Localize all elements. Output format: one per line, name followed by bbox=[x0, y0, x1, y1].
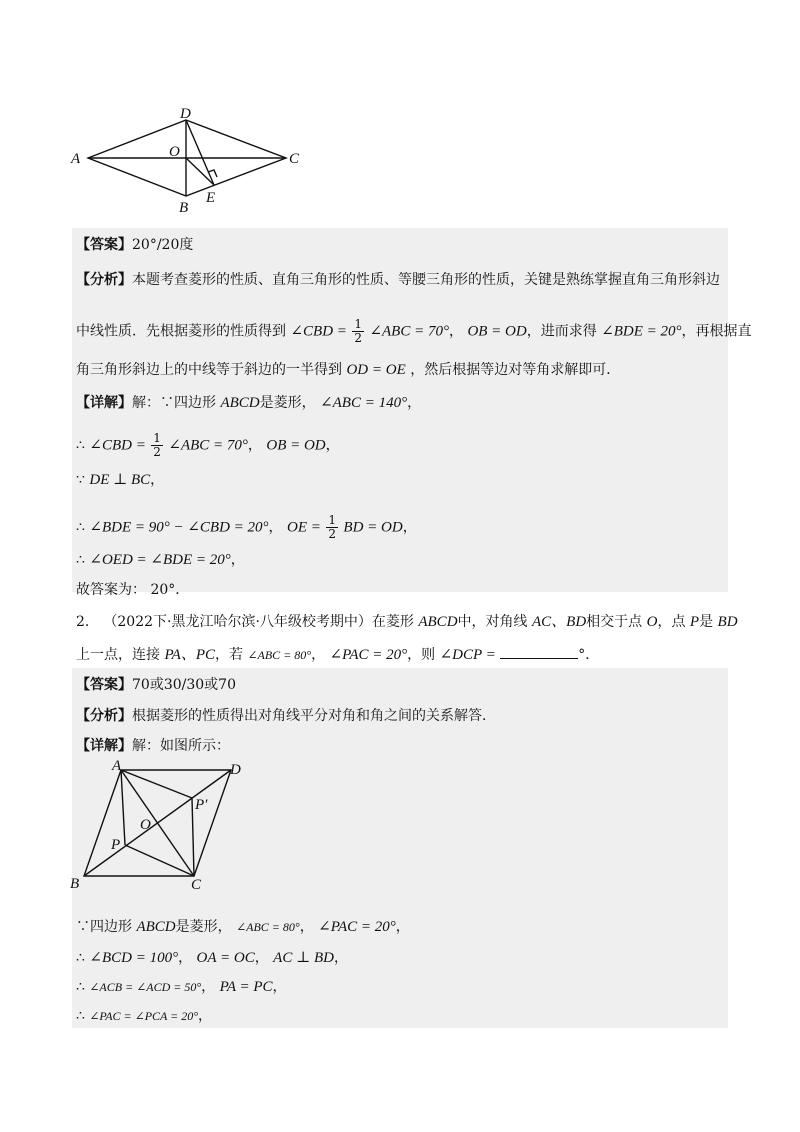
label-a-2: A bbox=[112, 758, 122, 774]
label-p: P bbox=[111, 837, 121, 853]
analysis-1-line3: 角三角形斜边上的中线等于斜边的一半得到 OD = OE ，然后根据等边对等角求解即可． bbox=[76, 362, 621, 378]
question-2-line2: 上一点，连接 PA、PC，若 ∠ABC = 80°， ∠PAC = 20°，则 ∠DCP = °． bbox=[76, 647, 600, 663]
label-c-2: C bbox=[191, 877, 202, 893]
detail-2-line3: ∴ ∠ACB = ∠ACD = 50°， PA = PC， bbox=[76, 979, 287, 995]
question-2-line1: 2． （2022下·黑龙江哈尔滨·八年级校考期中）在菱形 ABCD中，对角线 AC、BD相交于点 O，点 P是 BD bbox=[76, 614, 738, 630]
label-o-2: O bbox=[140, 817, 151, 833]
detail-1-line2: ∴ ∠CBD = $\frac{1}{2}$ ∠ABC = 70°， OB = OD， bbox=[76, 431, 340, 459]
label-p-prime: P′ bbox=[195, 797, 208, 813]
detail-1-line1: 【详解】解：∵四边形 ABCD是菱形， ∠ABC = 140°， bbox=[76, 395, 422, 411]
label-e: E bbox=[206, 190, 216, 206]
segment-pa bbox=[121, 770, 125, 845]
label-a: A bbox=[71, 151, 81, 167]
rhombus-figure-1 bbox=[66, 100, 326, 220]
label-b: B bbox=[179, 200, 189, 216]
label-d-2: D bbox=[230, 762, 241, 778]
segment-p2c bbox=[192, 798, 194, 876]
detail-2-line1: ∵四边形 ABCD是菱形， ∠ABC = 80°， ∠PAC = 20°， bbox=[76, 919, 410, 935]
detail-1-line3: ∵ DE ⊥ BC， bbox=[76, 472, 165, 488]
final-answer-1: 故答案为： 20°． bbox=[76, 582, 190, 598]
detail-1-line4: ∴ ∠BDE = 90° − ∠CBD = 20°， OE = $\frac{1}{2}$ BD = OD， bbox=[76, 513, 417, 541]
detail-2-line2: ∴ ∠BCD = 100°， OA = OC， AC ⊥ BD， bbox=[76, 950, 348, 966]
detail-2-intro: 【详解】解：如图所示： bbox=[76, 738, 230, 754]
rhombus-figure-2 bbox=[66, 756, 266, 896]
label-c: C bbox=[289, 151, 300, 167]
fraction-half: $\frac{1}{2}$ bbox=[328, 513, 336, 541]
segment-p2a bbox=[121, 770, 192, 798]
analysis-1-line1: 【分析】本题考查菱形的性质、直角三角形的性质、等腰三角形的性质，关键是熟练掌握直角三角形斜边 bbox=[76, 272, 720, 288]
analysis-1-line2: 中线性质．先根据菱形的性质得到 ∠CBD = $\frac{1}{2}$ ∠ABC = 70°， OB = OD，进而求得 ∠BDE = 20°，再根据直 bbox=[76, 317, 752, 345]
label-d: D bbox=[180, 106, 191, 122]
label-o: O bbox=[169, 144, 180, 160]
detail-1-line5: ∴ ∠OED = ∠BDE = 20°， bbox=[76, 552, 245, 568]
fraction-half: $\frac{1}{2}$ bbox=[153, 431, 161, 459]
detail-2-line4: ∴ ∠PAC = ∠PCA = 20°， bbox=[76, 1008, 213, 1024]
answer-1: 【答案】20°/20度 bbox=[76, 237, 194, 253]
answer-blank[interactable] bbox=[500, 646, 578, 659]
label-b-2: B bbox=[70, 876, 80, 892]
fraction-half: $\frac{1}{2}$ bbox=[354, 317, 362, 345]
answer-2: 【答案】70或30/30或70 bbox=[76, 677, 236, 693]
analysis-2: 【分析】根据菱形的性质得出对角线平分对角和角之间的关系解答． bbox=[76, 708, 496, 724]
